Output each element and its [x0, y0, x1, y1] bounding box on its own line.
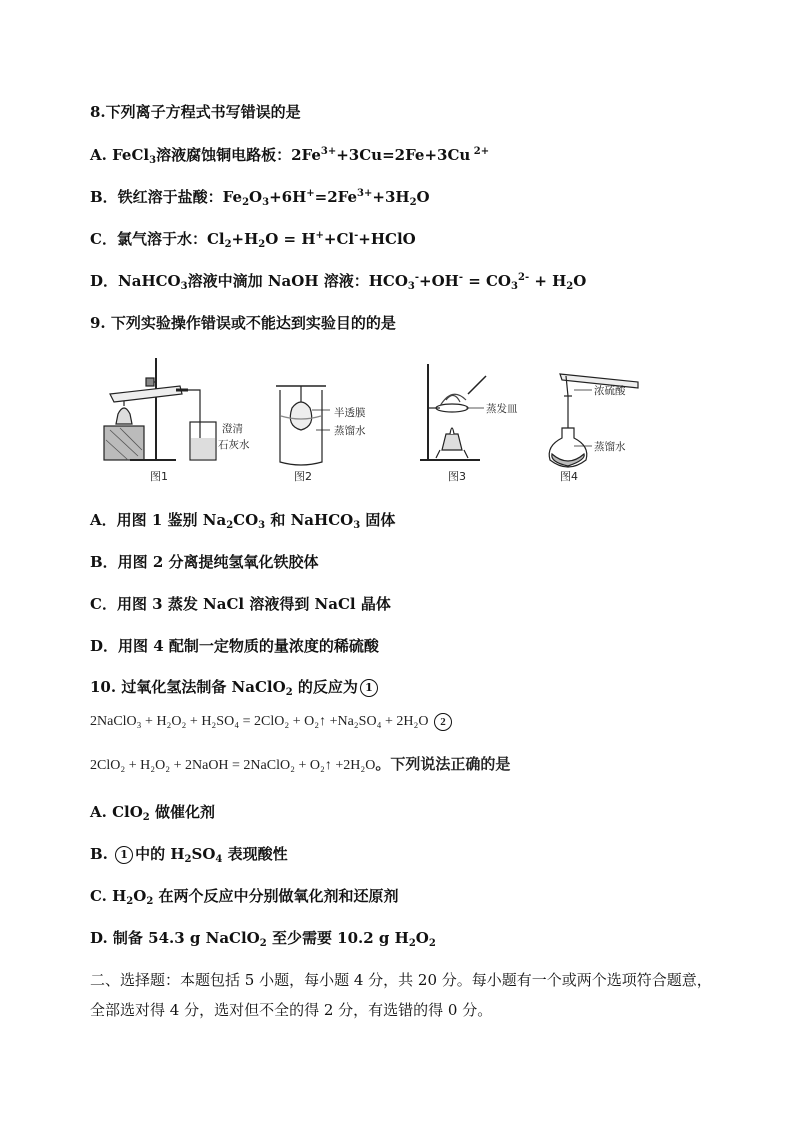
fig2-caption: 图2 — [294, 470, 312, 483]
fig1-label-clear: 澄清 — [222, 423, 243, 435]
q9-option-b: B．用图 2 分离提纯氢氧化铁胶体 — [90, 553, 319, 571]
q9-option-a: A．用图 1 鉴别 $Na_2CO_3$ 和 NaHCO$_3$ 固体 — [90, 511, 396, 531]
q10-equation-2: 2ClO₂ + H₂O₂ + 2NaOH = 2NaClO₂ + O₂↑ +2H₂O。下列说法正确的是 — [90, 755, 511, 773]
q8-option-a: A. FeCl$_3$溶液腐蚀铜电路板：$2Fe^{3+}+3Cu=2Fe+3Cu$ $^{2+}$ — [90, 146, 490, 166]
fig1-label-limewater: 石灰水 — [218, 439, 250, 451]
q8-option-c: C．氯气溶于水：$Cl_2+H_2O$ = H++Cl-+HClO — [90, 230, 416, 250]
q9-option-d: D．用图 4 配制一定物质的量浓度的稀硫酸 — [90, 637, 379, 655]
figure-2-dialysis — [276, 386, 330, 465]
q10-option-c: C. $H_2O_2$ 在两个反应中分别做氧化剂和还原剂 — [90, 887, 399, 907]
q9-figures — [90, 350, 650, 485]
fig3-caption: 图3 — [448, 470, 466, 483]
circled-number-2: 2 — [434, 713, 452, 731]
figure-1-heating-apparatus — [104, 358, 216, 460]
fig2-label-membrane: 半透膜 — [334, 407, 366, 419]
q9-stem: 9. 下列实验操作错误或不能达到实验目的的是 — [90, 314, 396, 332]
q8-option-d: D．NaHCO$_3$溶液中滴加 NaOH 溶液：$HCO_3^-+OH^- = CO_3^{2-} + H_2O$ — [90, 272, 587, 292]
q10-option-b: B. 1 中的 $H_2SO_4$ 表现酸性 — [90, 845, 288, 865]
fig3-label-evaporating-dish: 蒸发皿 — [486, 403, 518, 415]
q10-stem: 10. 过氧化氢法制备 NaClO$_2$ 的反应为 1 — [90, 677, 380, 697]
q8-option-b: B．铁红溶于盐酸：$Fe_2O_3+6H^+=2Fe^{3+}+3H_2O$ — [90, 188, 430, 208]
q9-option-c: C．用图 3 蒸发 NaCl 溶液得到 NaCl 晶体 — [90, 595, 391, 613]
section-2-instructions: 二、选择题：本题包括 5 小题，每小题 4 分，共 20 分。每小题有一个或两个选项符合题意，全部选对得 4 分，选对但不全的得 2 分，有选错的得 0 分。 — [90, 971, 712, 1019]
fig4-caption: 图4 — [560, 470, 578, 483]
fig2-label-distilled-water: 蒸馏水 — [334, 425, 366, 437]
figure-3-evaporation — [420, 364, 486, 460]
q8-stem: 8.下列离子方程式书写错误的是 — [90, 103, 301, 121]
circled-number-1: 1 — [360, 679, 378, 697]
fig4-label-sulfuric-acid: 浓硫酸 — [594, 385, 626, 397]
q10-option-a: A. ClO$_2$ 做催化剂 — [90, 803, 215, 823]
q10-equation-1: 2NaClO₃ + H₂O₂ + H₂SO₄ = 2ClO₂ + O₂↑ +Na₂SO₄ + 2H₂O 2 — [90, 712, 454, 732]
q10-option-d: D. 制备 54.3 g NaClO$_2$ 至少需要 10.2 g $H_2O_2$ — [90, 929, 436, 949]
circled-number-1: 1 — [115, 846, 133, 864]
fig4-label-distilled-water: 蒸馏水 — [594, 441, 626, 453]
fig1-caption: 图1 — [150, 470, 168, 483]
